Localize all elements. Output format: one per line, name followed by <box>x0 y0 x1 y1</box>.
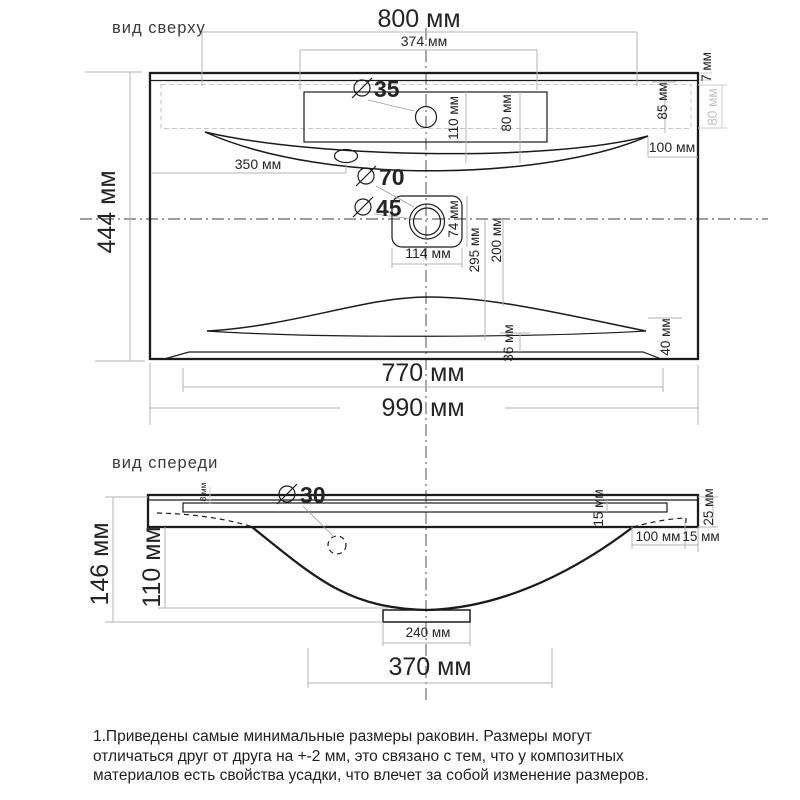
front-view <box>86 454 720 688</box>
top-view <box>85 5 727 425</box>
note-line-3: материалов есть свойства усадки, что влечет за собой изменение размеров. <box>93 767 649 784</box>
top-view-label: вид сверху <box>112 19 206 37</box>
dim-label-40: 40 мм <box>658 318 673 356</box>
dim-label-146: 146 мм <box>86 522 114 606</box>
dim-label-8: 8 мм <box>198 482 208 502</box>
callout-front-faucet-value: 30 <box>300 482 326 508</box>
hidden-faucet-hole <box>328 536 346 554</box>
dim-label-295: 295 мм <box>467 227 482 273</box>
leader-front-faucet-hole <box>303 506 334 537</box>
dim-label-374: 374 мм <box>400 33 448 49</box>
dim-label-350: 350 мм <box>234 156 282 172</box>
back-ledge-strip <box>166 352 660 359</box>
dim-label-444: 444 мм <box>93 170 121 254</box>
dim-label-110-bowl: 110 мм <box>138 526 166 608</box>
dim-label-100-right: 100 мм <box>635 529 681 544</box>
countertop-outline <box>150 73 698 362</box>
dim-label-80-gray: 80 мм <box>705 88 720 126</box>
bowl-profile <box>252 527 633 610</box>
drain-flange <box>383 610 470 622</box>
callout-overflow-value: 70 <box>379 164 405 190</box>
dim-label-800: 800 мм <box>377 5 461 33</box>
callout-faucet-value: 35 <box>374 76 400 102</box>
hidden-bowl-edge-left <box>157 513 253 527</box>
dim-label-85: 85 мм <box>655 82 670 120</box>
dim-label-370: 370 мм <box>388 653 472 681</box>
hidden-bowl-edge-right <box>633 518 686 527</box>
dim-label-15-lip: 15 мм <box>591 489 606 527</box>
callout-drain-value: 45 <box>376 195 402 221</box>
note-line-2: отличаться друг от друга на +-2 мм, это связано с тем, что у композитных <box>93 747 624 765</box>
dim-label-80-recess: 80 мм <box>499 94 514 132</box>
front-view-label: вид спереди <box>112 454 219 472</box>
notes <box>93 727 723 786</box>
drain-flange-circle <box>410 204 445 239</box>
diameter-icon <box>353 197 373 217</box>
dim-label-200: 200 мм <box>489 217 504 263</box>
dim-label-100-topright: 100 мм <box>648 139 696 155</box>
dim-label-25: 25 мм <box>701 488 716 526</box>
callout-overflow-hole <box>356 164 405 190</box>
basin-back-wave-upper <box>207 297 646 331</box>
callout-faucet-hole <box>352 76 400 102</box>
callout-drain-hole <box>353 195 402 221</box>
dim-label-114: 114 мм <box>405 245 451 261</box>
basin-back-wave-lower <box>207 331 646 336</box>
note-line-1: 1.Приведены самые минимальные размеры раковин. Размеры могут <box>93 728 592 745</box>
basin-front-edge-upper <box>205 132 648 154</box>
dim-label-240: 240 мм <box>405 625 451 640</box>
dim-label-990: 990 мм <box>381 394 465 422</box>
overflow-hole <box>335 150 358 163</box>
dim-label-15-right: 15 мм <box>682 529 720 544</box>
drain-hole <box>414 208 441 235</box>
dim-label-36: 36 мм <box>501 324 516 362</box>
dim-label-7: 7 мм <box>699 52 714 82</box>
dim-label-110-hole: 110 мм <box>446 96 461 140</box>
dim-label-770: 770 мм <box>381 359 465 387</box>
dim-label-74: 74 мм <box>446 200 461 238</box>
